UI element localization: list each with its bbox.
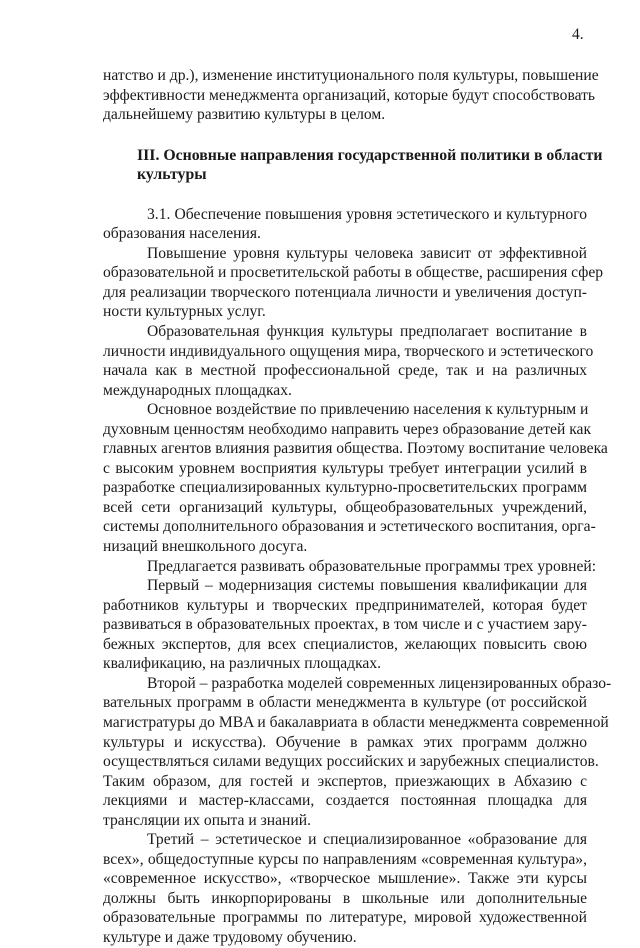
text-line: образовательной и просветительской работы в обществе, расширения сфер (103, 264, 604, 282)
text-line: культуре и даже трудовому обучению. (103, 928, 357, 946)
text-line: Образовательная функция культуры предполагает воспитание в (147, 323, 587, 341)
text-line: для реализации творческого потенциала личности и увеличения доступ- (103, 283, 587, 301)
paragraph-main-impact (103, 400, 608, 556)
paragraph-3-1 (103, 205, 587, 244)
text-line: Третий – эстетическое и специализированное «образование для (147, 831, 587, 849)
text-line: дальнейшему развитию культуры в целом. (103, 106, 386, 124)
text-line: вательных программ в области менеджмента в культуре (от российской (103, 694, 587, 712)
text-line: разработке специализированных культурно-просветительских программ (103, 479, 587, 497)
text-line: Повышение уровня культуры человека зависит от эффективной (147, 244, 587, 262)
text-line: духовным ценностям необходимо направить через образование детей как (103, 420, 592, 438)
text-line: начала как в местной профессиональной среде, так и на различных (103, 362, 587, 380)
text-line: натство и др.), изменение институционального поля культуры, повышение (103, 67, 599, 84)
text-line: должны быть инкорпорированы в школьные или дополнительные (103, 889, 587, 907)
paragraph-culture-level (103, 244, 604, 322)
text-line: главных агентов влияния развития общества. Поэтому воспитание человека (103, 440, 608, 458)
text-line: низаций внешкольного досуга. (103, 538, 308, 556)
text-line: развиваться в образовательных проектах, в том числе и с участием зару- (103, 616, 587, 634)
text-line: магистратуры до MBA и бакалавриата в области менеджмента современной (103, 713, 609, 731)
text-line: эффективности менеджмента организаций, которые будут способствовать (103, 86, 596, 104)
text-line: образовательные программы по литературе, мировой художественной (103, 909, 587, 927)
heading-line: культуры (137, 166, 207, 184)
paragraph-three-levels (103, 557, 597, 577)
text-line: международных площадках. (103, 381, 292, 399)
text-line: трансляции их опыта и знаний. (103, 811, 311, 829)
text-line: Предлагается развивать образовательные программы трех уровней: (147, 557, 597, 575)
text-line: образования населения. (103, 225, 261, 243)
section-heading (103, 146, 603, 185)
paragraph-level-second (103, 674, 612, 830)
text-line: системы дополнительного образования и эстетического воспитания, орга- (103, 518, 596, 536)
text-line: Основное воздействие по привлечению населения к культурным и (147, 401, 589, 419)
text-line: лекциями и мастер-классами, создается постоянная площадка для (103, 792, 587, 810)
intro-paragraph (103, 66, 599, 125)
page-number: 4. (572, 26, 584, 43)
body-text (103, 66, 612, 948)
paragraph-educational-function (103, 322, 594, 400)
text-line: квалификацию, на различных площадках. (103, 655, 382, 673)
text-line: с высоким уровнем восприятия культуры требует интеграции усилий в (103, 459, 587, 477)
text-line: «современное искусство», «творческое мышление». Также эти курсы (103, 870, 587, 888)
text-line: культуры и искусства). Обучение в рамках этих программ должно (103, 733, 587, 751)
text-line: Первый – модернизация системы повышения квалификации для (147, 577, 587, 595)
paragraph-level-third (103, 830, 587, 947)
text-line: работников культуры и творческих предпринимателей, которая будет (103, 596, 587, 614)
text-line: Второй – разработка моделей современных лицензированных образо- (147, 674, 612, 692)
text-line: осуществляться силами ведущих российских и зарубежных специалистов. (103, 753, 599, 771)
text-line: 3.1. Обеспечение повышения уровня эстетического и культурного (147, 205, 587, 223)
text-line: всех», общедоступные курсы по направлениям «современная культура», (103, 850, 587, 868)
heading-line: III. Основные направления государственной политики в области (137, 146, 603, 164)
text-line: ности культурных услуг. (103, 303, 266, 321)
text-line: бежных экспертов, для всех специалистов, желающих повысить свою (103, 635, 587, 653)
text-line: личности индивидуального ощущения мира, творческого и эстетического (103, 342, 594, 360)
text-line: всей сети организаций культуры, общеобразовательных учреждений, (103, 498, 587, 516)
paragraph-level-first (103, 576, 587, 674)
text-line: Таким образом, для гостей и экспертов, приезжающих в Абхазию с (103, 772, 587, 790)
